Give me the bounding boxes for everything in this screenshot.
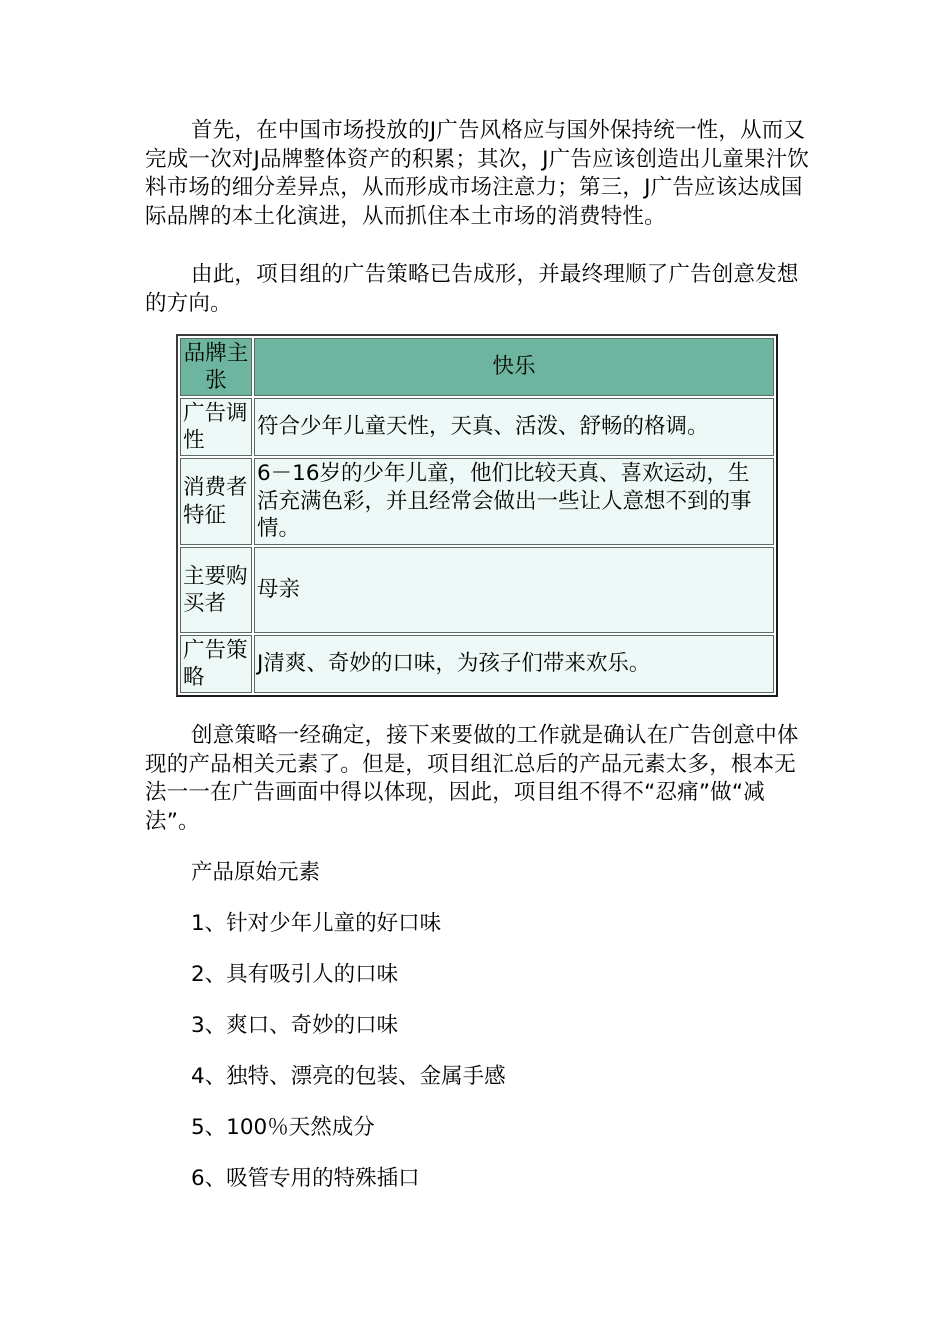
table-row-value: 符合少年儿童天性，天真、活泼、舒畅的格调。	[254, 398, 774, 456]
list-item: 4、独特、漂亮的包装、金属手感	[191, 1064, 506, 1089]
table-row-label: 消费者特征	[180, 458, 252, 545]
strategy-table	[176, 334, 778, 697]
table-row	[180, 635, 774, 693]
table-row	[180, 398, 774, 456]
table-row-value: 6－16岁的少年儿童，他们比较天真、喜欢运动，生活充满色彩，并且经常会做出一些让人意想不到的事情。	[254, 458, 774, 545]
table-row-label: 主要购买者	[180, 547, 252, 633]
table-header-label: 品牌主张	[180, 338, 252, 396]
paragraph-creative: 创意策略一经确定，接下来要做的工作就是确认在广告创意中体现的产品相关元素了。但是，项目组汇总后的产品元素太多，根本无法一一在广告画面中得以体现，因此，项目组不得不“忍痛”做“减法”。	[145, 723, 799, 834]
list-item: 1、针对少年儿童的好口味	[191, 911, 442, 936]
list-item: 2、具有吸引人的口味	[191, 962, 399, 987]
table-row-value: J清爽、奇妙的口味，为孩子们带来欢乐。	[254, 635, 774, 693]
table-row	[180, 547, 774, 633]
document-page	[145, 117, 810, 1216]
list-item: 6、吸管专用的特殊插口	[191, 1166, 420, 1191]
table-row-label: 广告策略	[180, 635, 252, 693]
elements-title: 产品原始元素	[191, 860, 321, 885]
table-header-value: 快乐	[254, 338, 774, 396]
table-row-value: 母亲	[254, 547, 774, 633]
strategy-table-grid	[178, 336, 776, 695]
list-item: 3、爽口、奇妙的口味	[191, 1013, 399, 1038]
paragraph-intro: 首先，在中国市场投放的J广告风格应与国外保持统一性，从而又完成一次对J品牌整体资产的积累；其次，J广告应该创造出儿童果汁饮料市场的细分差异点，从而形成市场注意力；第三，J广告应该达成国际品牌的本土化演进，从而抓住本土市场的消费特性。	[145, 118, 810, 229]
table-header-row	[180, 338, 774, 396]
list-item: 5、100％天然成分	[191, 1115, 375, 1140]
paragraph-strategy: 由此，项目组的广告策略已告成形，并最终理顺了广告创意发想的方向。	[145, 262, 799, 316]
table-row-label: 广告调性	[180, 398, 252, 456]
table-row	[180, 458, 774, 545]
